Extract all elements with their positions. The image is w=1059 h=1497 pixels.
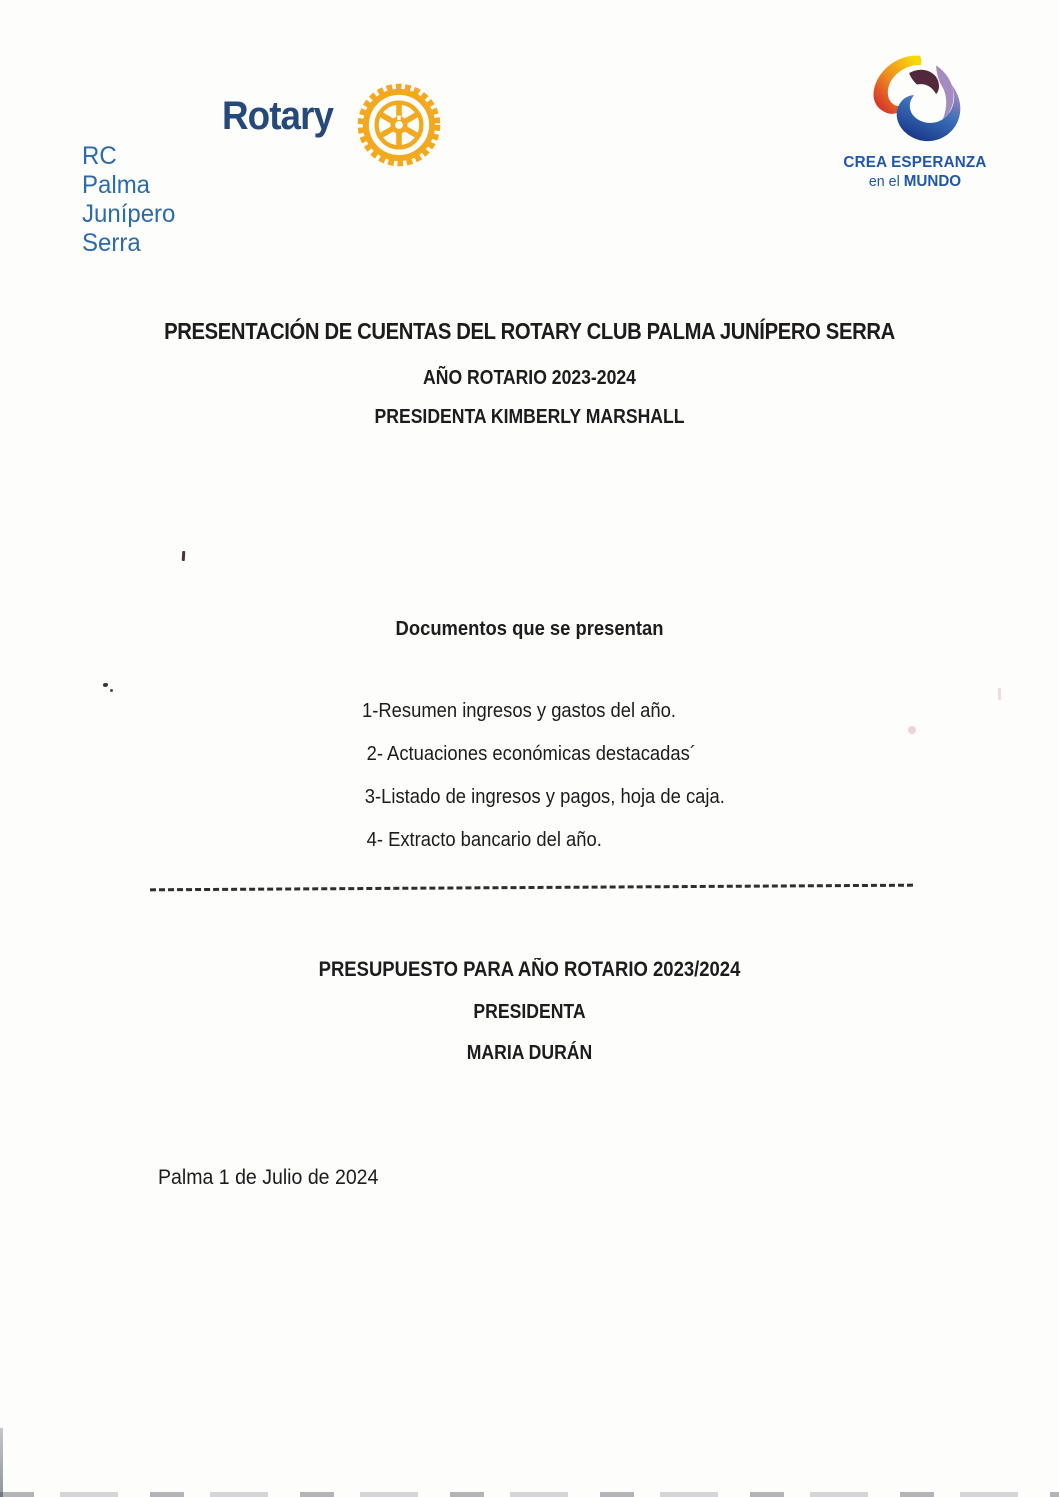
scan-artifact-dots (103, 683, 108, 687)
list-item: 3-Listado de ingresos y pagos, hoja de caja. (364, 786, 725, 808)
budget-president-name: MARIA DURÁN (466, 1042, 593, 1064)
document-title: PRESENTACIÓN DE CUENTAS DEL ROTARY CLUB PALMA JUNÍPERO SERRA (164, 318, 895, 344)
theme-text-line2 (825, 173, 1006, 191)
scan-artifact-smudge (998, 688, 1001, 700)
scan-artifact-dots (110, 689, 113, 692)
club-name: RC Palma Junípero Serra (82, 142, 176, 257)
scan-edge-left (0, 1428, 3, 1497)
list-item: 4- Extracto bancario del año. (366, 829, 602, 851)
scan-edge-bottom (0, 1492, 1059, 1497)
crea-esperanza-swirl-icon (867, 48, 963, 148)
theme-text-line1: CREA ESPERANZA (843, 154, 987, 171)
dashed-divider (150, 884, 913, 892)
document-subtitle-year: AÑO ROTARIO 2023-2024 (423, 367, 636, 389)
list-item: 2- Actuaciones económicas destacadas´ (366, 743, 696, 765)
budget-president-label: PRESIDENTA (473, 1001, 586, 1023)
theme-logo-block (820, 48, 1010, 191)
date-line: Palma 1 de Julio de 2024 (158, 1166, 379, 1189)
theme-text-line2-bold: MUNDO (903, 173, 962, 190)
rotary-wordmark: Rotary (222, 94, 334, 138)
document-subtitle-president: PRESIDENTA KIMBERLY MARSHALL (374, 406, 685, 428)
documents-heading: Documentos que se presentan (395, 618, 664, 640)
scan-artifact-smudge (908, 726, 916, 734)
scan-artifact-tick (182, 551, 186, 561)
theme-text-line2-prefix: en el (868, 173, 904, 190)
budget-title: PRESUPUESTO PARA AÑO ROTARIO 2023/2024 (318, 958, 741, 981)
list-item: 1-Resumen ingresos y gastos del año. (362, 700, 677, 722)
rotary-wheel-icon (356, 82, 442, 168)
documents-list (362, 700, 756, 872)
